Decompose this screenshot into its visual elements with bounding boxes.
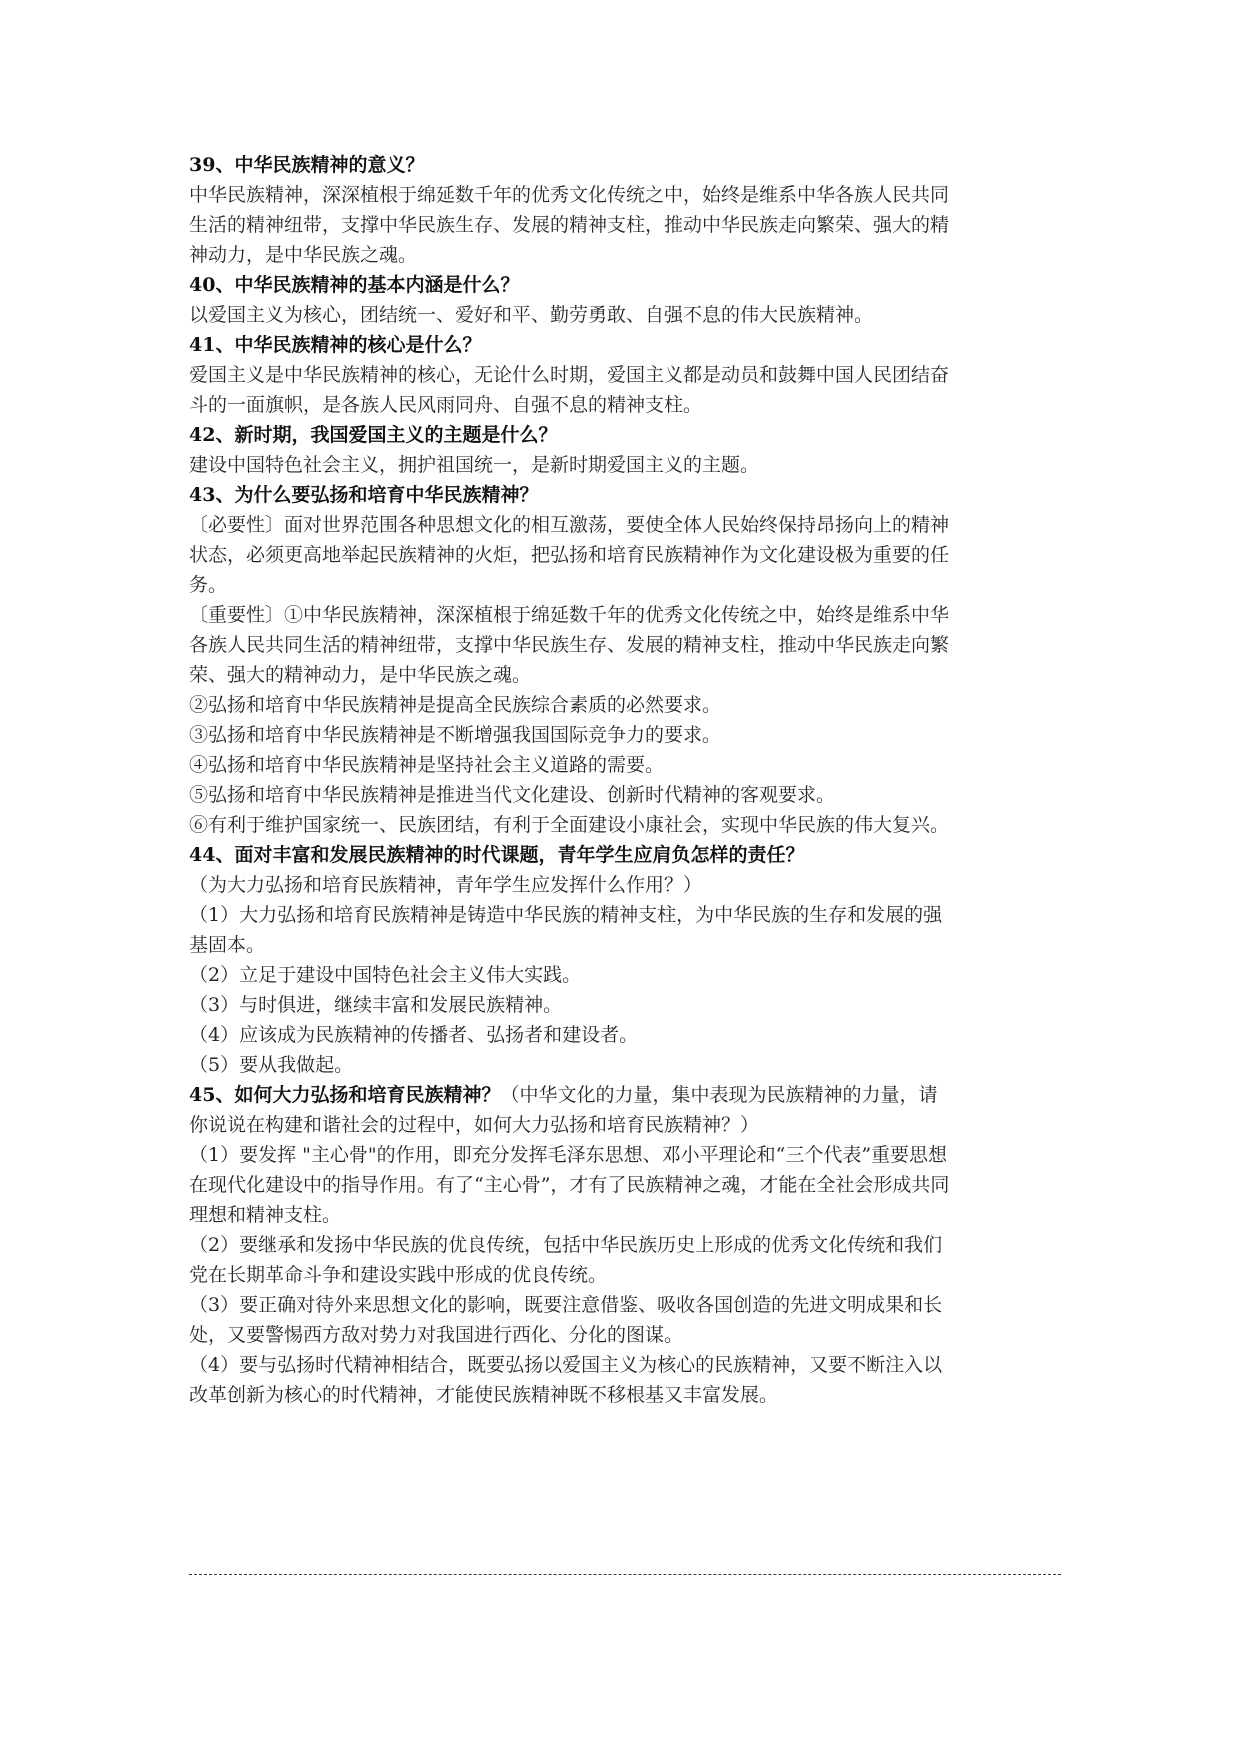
question-45-answer-line: （4）要与弘扬时代精神相结合，既要弘扬以爱国主义为核心的民族精神，又要不断注入以 bbox=[189, 1354, 943, 1376]
document-page bbox=[189, 150, 1061, 1410]
question-45-answer-line: 处，又要警惕西方敌对势力对我国进行西化、分化的图谋。 bbox=[189, 1324, 684, 1346]
question-43-answer-line: ⑤弘扬和培育中华民族精神是推进当代文化建设、创新时代精神的客观要求。 bbox=[189, 784, 836, 806]
question-44-answer-line: 基固本。 bbox=[189, 934, 266, 956]
question-42-title: 42、新时期，我国爱国主义的主题是什么？ bbox=[189, 424, 558, 446]
question-43-answer-line: ④弘扬和培育中华民族精神是坚持社会主义道路的需要。 bbox=[189, 754, 665, 776]
question-39-title: 39、中华民族精神的意义？ bbox=[189, 154, 425, 176]
question-43-answer-line: 状态，必须更高地举起民族精神的火炬，把弘扬和培育民族精神作为文化建设极为重要的任 bbox=[189, 544, 950, 566]
question-45-answer-line: （2）要继承和发扬中华民族的优良传统，包括中华民族历史上形成的优秀文化传统和我们 bbox=[189, 1234, 943, 1256]
question-40-answer-line: 以爱国主义为核心，团结统一、爱好和平、勤劳勇敢、自强不息的伟大民族精神。 bbox=[189, 304, 874, 326]
question-43-answer-line: ③弘扬和培育中华民族精神是不断增强我国国际竞争力的要求。 bbox=[189, 724, 722, 746]
question-43-answer-line: 〔重要性〕①中华民族精神，深深植根于绵延数千年的优秀文化传统之中，始终是维系中华 bbox=[189, 604, 950, 626]
question-43-answer-line: ⑥有利于维护国家统一、民族团结，有利于全面建设小康社会，实现中华民族的伟大复兴。 bbox=[189, 814, 950, 836]
question-44-answer-line: （3）与时俱进，继续丰富和发展民族精神。 bbox=[189, 994, 563, 1016]
question-42-answer-line: 建设中国特色社会主义，拥护祖国统一，是新时期爱国主义的主题。 bbox=[189, 454, 760, 476]
question-45-answer-line: 改革创新为核心的时代精神，才能使民族精神既不移根基又丰富发展。 bbox=[189, 1384, 779, 1406]
question-44-title: 44、面对丰富和发展民族精神的时代课题，青年学生应肩负怎样的责任？ bbox=[189, 844, 805, 866]
question-44-answer-line: （1）大力弘扬和培育民族精神是铸造中华民族的精神支柱，为中华民族的生存和发展的强 bbox=[189, 904, 943, 926]
question-45-answer-line: 党在长期革命斗争和建设实践中形成的优良传统。 bbox=[189, 1264, 608, 1286]
question-39-answer-line: 神动力，是中华民族之魂。 bbox=[189, 244, 418, 266]
question-45-answer-line: 在现代化建设中的指导作用。有了“主心骨”，才有了民族精神之魂，才能在全社会形成共同 bbox=[189, 1174, 950, 1196]
question-45-title-note: （中华文化的力量，集中表现为民族精神的力量，请 bbox=[500, 1084, 938, 1106]
question-45-answer-line: （3）要正确对待外来思想文化的影响，既要注意借鉴、吸收各国创造的先进文明成果和长 bbox=[189, 1294, 943, 1316]
question-43-title: 43、为什么要弘扬和培育中华民族精神？ bbox=[189, 484, 539, 506]
question-44-answer-line: （4）应该成为民族精神的传播者、弘扬者和建设者。 bbox=[189, 1024, 639, 1046]
question-44-answer-line: （5）要从我做起。 bbox=[189, 1054, 354, 1076]
question-41-title: 41、中华民族精神的核心是什么？ bbox=[189, 334, 482, 356]
question-39-answer-line: 生活的精神纽带，支撑中华民族生存、发展的精神支柱，推动中华民族走向繁荣、强大的精 bbox=[189, 214, 950, 236]
question-45-answer-line: （1）要发挥 "主心骨"的作用，即充分发挥毛泽东思想、邓小平理论和“三个代表”重要思想 bbox=[189, 1144, 948, 1166]
question-40-title: 40、中华民族精神的基本内涵是什么？ bbox=[189, 274, 520, 296]
question-44-answer-line: （为大力弘扬和培育民族精神，青年学生应发挥什么作用？） bbox=[189, 874, 703, 896]
question-41-answer-line: 爱国主义是中华民族精神的核心，无论什么时期，爱国主义都是动员和鼓舞中国人民团结奋 bbox=[189, 364, 950, 386]
question-45-title: 45、如何大力弘扬和培育民族精神？ bbox=[189, 1084, 501, 1106]
question-43-answer-line: 务。 bbox=[189, 574, 228, 596]
question-43-answer-line: ②弘扬和培育中华民族精神是提高全民族综合素质的必然要求。 bbox=[189, 694, 722, 716]
question-45-title-line bbox=[189, 1080, 1061, 1110]
question-43-answer-line: 各族人民共同生活的精神纽带，支撑中华民族生存、发展的精神支柱，推动中华民族走向繁 bbox=[189, 634, 950, 656]
question-43-answer-line: 〔必要性〕面对世界范围各种思想文化的相互激荡，要使全体人民始终保持昂扬向上的精神 bbox=[189, 514, 950, 536]
dashed-divider bbox=[189, 1574, 1061, 1575]
question-45-answer-line: 你说说在构建和谐社会的过程中，如何大力弘扬和培育民族精神？） bbox=[189, 1114, 760, 1136]
question-39-answer-line: 中华民族精神，深深植根于绵延数千年的优秀文化传统之中，始终是维系中华各族人民共同 bbox=[189, 184, 950, 206]
question-41-answer-line: 斗的一面旗帜，是各族人民风雨同舟、自强不息的精神支柱。 bbox=[189, 394, 703, 416]
question-45-answer-line: 理想和精神支柱。 bbox=[189, 1204, 342, 1226]
question-43-answer-line: 荣、强大的精神动力，是中华民族之魂。 bbox=[189, 664, 532, 686]
question-44-answer-line: （2）立足于建设中国特色社会主义伟大实践。 bbox=[189, 964, 582, 986]
